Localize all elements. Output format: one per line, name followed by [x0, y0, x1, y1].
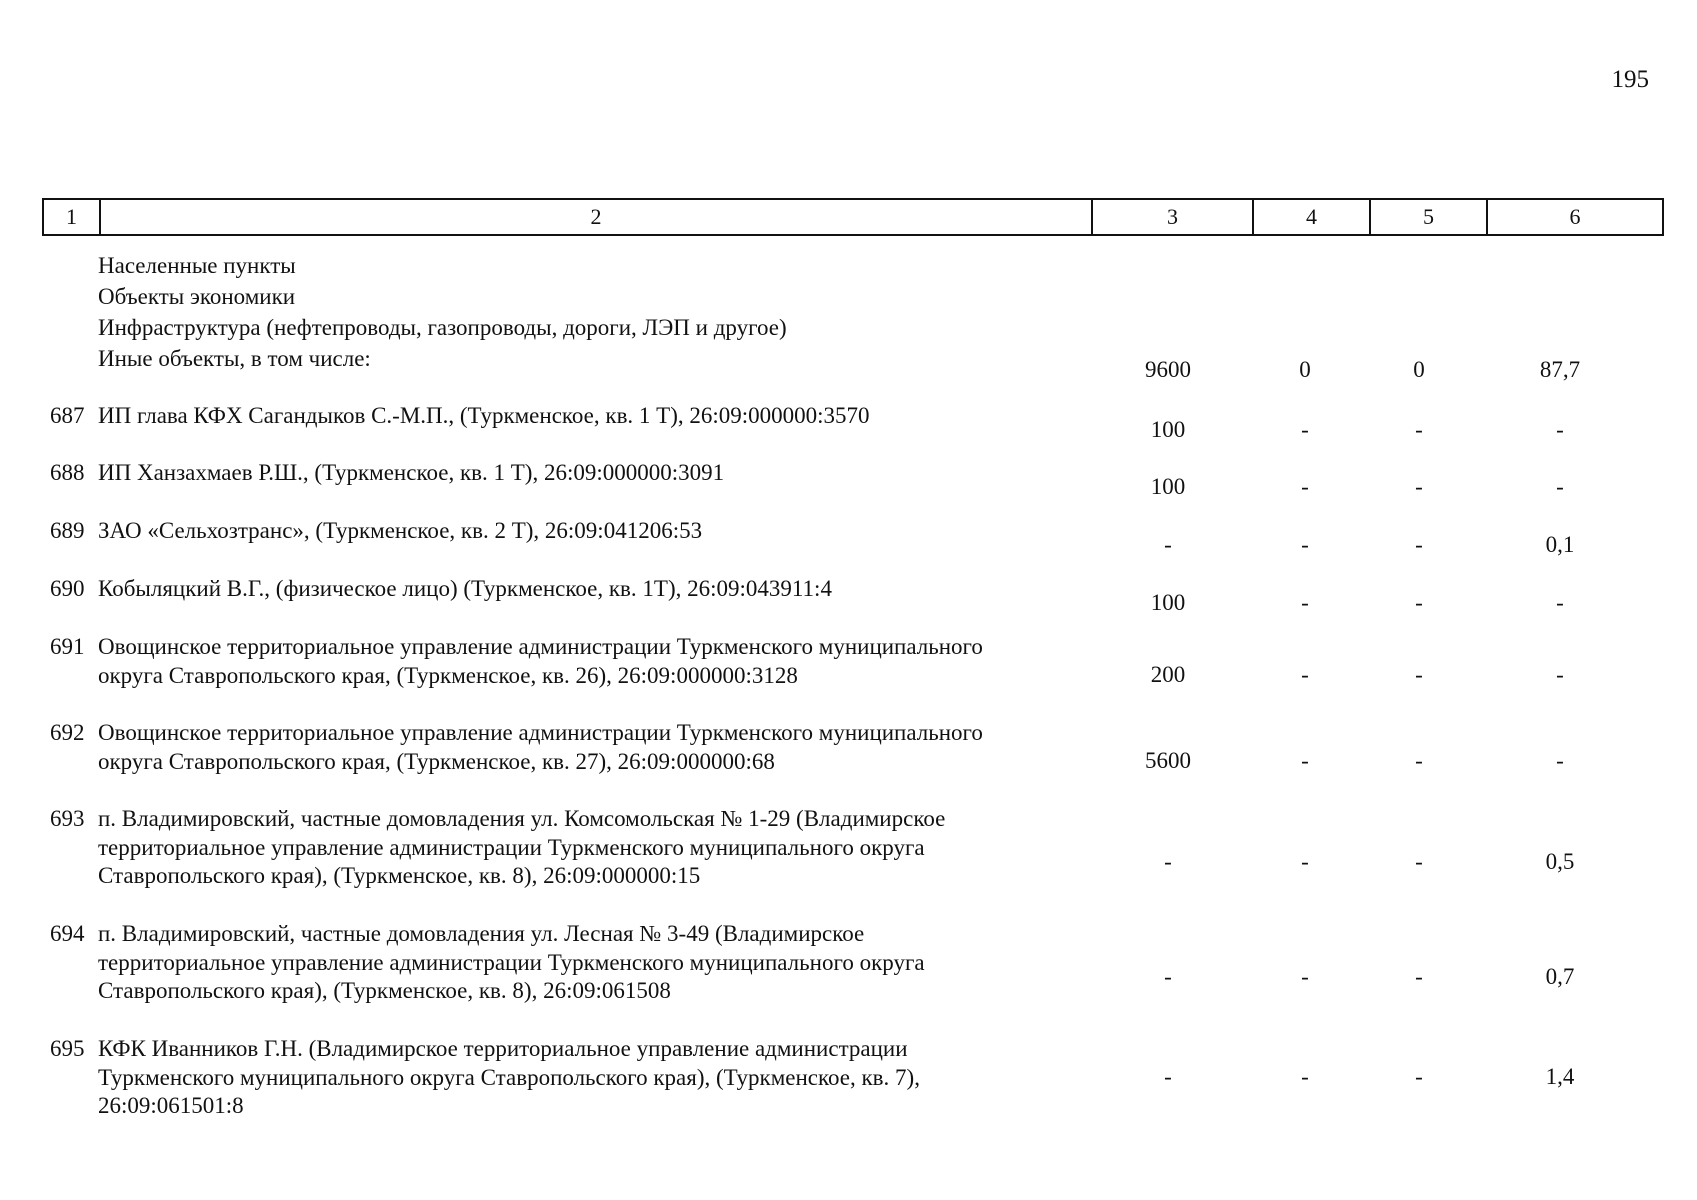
row-description [98, 459, 1058, 488]
column-header-5: 5 [1370, 199, 1487, 235]
row-number: 687 [50, 403, 85, 428]
row-value-col3: 100 [1150, 417, 1186, 442]
row-value-col6: - [1556, 748, 1564, 773]
row-value-col6: - [1556, 474, 1564, 499]
row-value-col6: - [1556, 662, 1564, 687]
row-value-col4: - [1301, 474, 1309, 499]
row-description-line: КФК Иванников Г.Н. (Владимирское территориальное управление администрации [98, 1036, 908, 1061]
row-description-line: округа Ставропольского края, (Туркменское, кв. 26), 26:09:000000:3128 [98, 662, 798, 688]
row-description-line: Ставропольского края), (Туркменское, кв. 8), 26:09:000000:15 [98, 863, 701, 888]
row-value-col5: - [1415, 1064, 1423, 1089]
row-value-col4: - [1301, 964, 1309, 989]
row-value-col3: - [1164, 849, 1172, 874]
row-description-line: территориальное управление администрации Туркменского муниципального округа [98, 834, 925, 860]
row-value-col5: - [1415, 662, 1423, 687]
row-number: 689 [50, 518, 85, 543]
row-value-col5: - [1415, 964, 1423, 989]
intro-value-col5: 0 [1413, 357, 1425, 382]
column-header-table [42, 198, 1664, 236]
row-description-line: территориальное управление администрации Туркменского муниципального округа [98, 949, 925, 975]
row-description-line: Туркменского муниципального округа Ставропольского края), (Туркменское, кв. 7), [98, 1064, 920, 1090]
row-value-col3: 5600 [1145, 748, 1191, 773]
row-description [98, 719, 1058, 776]
row-value-col6: 0,5 [1545, 849, 1575, 874]
row-number: 695 [50, 1036, 85, 1061]
row-description-line: ЗАО «Сельхозтранс», (Туркменское, кв. 2 Т), 26:09:041206:53 [98, 518, 703, 543]
row-value-col5: - [1415, 474, 1423, 499]
row-description-line: Кобыляцкий В.Г., (физическое лицо) (Туркменское, кв. 1Т), 26:09:043911:4 [98, 576, 832, 601]
row-value-col3: 100 [1150, 590, 1186, 615]
row-description-line: Ставропольского края), (Туркменское, кв. 8), 26:09:061508 [98, 978, 671, 1003]
row-description [98, 575, 1058, 604]
column-header-row [43, 199, 1663, 235]
row-value-col5: - [1415, 849, 1423, 874]
column-header-4: 4 [1253, 199, 1370, 235]
column-header-6: 6 [1487, 199, 1663, 235]
row-value-col3: - [1164, 964, 1172, 989]
row-number: 692 [50, 720, 85, 745]
row-number: 690 [50, 576, 85, 601]
intro-line: Инфраструктура (нефтепроводы, газопроводы, дороги, ЛЭП и другое) [98, 315, 787, 340]
row-value-col6: 1,4 [1545, 1064, 1575, 1089]
row-value-col6: 0,7 [1545, 964, 1575, 989]
row-value-col4: - [1301, 417, 1309, 442]
row-description [98, 805, 1058, 891]
intro-value-col3: 9600 [1145, 357, 1191, 382]
row-description-line: ИП глава КФХ Сагандыков С.-М.П., (Туркменское, кв. 1 Т), 26:09:000000:3570 [98, 403, 870, 428]
intro-block [98, 250, 787, 374]
intro-line: Населенные пункты [98, 253, 296, 278]
column-header-3: 3 [1092, 199, 1253, 235]
row-description-line: Овощинское территориальное управление администрации Туркменского муниципального [98, 720, 983, 745]
row-value-col5: - [1415, 748, 1423, 773]
row-description-line: 26:09:061501:8 [98, 1093, 244, 1118]
intro-value-col6: 87,7 [1539, 357, 1581, 382]
row-description [98, 402, 1058, 431]
row-value-col3: - [1164, 532, 1172, 557]
row-description-line: п. Владимировский, частные домовладения ул. Лесная № 3-49 (Владимирское [98, 921, 865, 946]
intro-value-col4: 0 [1299, 357, 1311, 382]
row-value-col4: - [1301, 662, 1309, 687]
row-description [98, 517, 1058, 546]
row-number: 691 [50, 634, 85, 659]
row-number: 693 [50, 806, 85, 831]
page-number: 195 [1611, 66, 1649, 93]
column-header-1: 1 [43, 199, 100, 235]
row-description [98, 920, 1058, 1006]
intro-line: Иные объекты, в том числе: [98, 346, 371, 371]
row-value-col4: - [1301, 748, 1309, 773]
row-value-col3: - [1164, 1064, 1172, 1089]
row-value-col5: - [1415, 417, 1423, 442]
intro-line: Объекты экономики [98, 284, 296, 309]
row-value-col6: - [1556, 417, 1564, 442]
row-value-col4: - [1301, 849, 1309, 874]
row-description-line: ИП Ханзахмаев Р.Ш., (Туркменское, кв. 1 Т), 26:09:000000:3091 [98, 460, 725, 485]
row-description [98, 1035, 1058, 1121]
row-value-col4: - [1301, 532, 1309, 557]
row-number: 688 [50, 460, 85, 485]
row-description-line: п. Владимировский, частные домовладения ул. Комсомольская № 1-29 (Владимирское [98, 806, 946, 831]
row-description [98, 633, 1058, 690]
row-value-col3: 100 [1150, 474, 1186, 499]
row-value-col5: - [1415, 590, 1423, 615]
column-header-2: 2 [100, 199, 1092, 235]
row-number: 694 [50, 921, 85, 946]
row-value-col4: - [1301, 1064, 1309, 1089]
row-value-col4: - [1301, 590, 1309, 615]
row-value-col3: 200 [1150, 662, 1186, 687]
row-value-col5: - [1415, 532, 1423, 557]
row-description-line: округа Ставропольского края, (Туркменское, кв. 27), 26:09:000000:68 [98, 748, 775, 774]
row-value-col6: - [1556, 590, 1564, 615]
row-value-col6: 0,1 [1545, 532, 1575, 557]
row-description-line: Овощинское территориальное управление администрации Туркменского муниципального [98, 634, 983, 659]
